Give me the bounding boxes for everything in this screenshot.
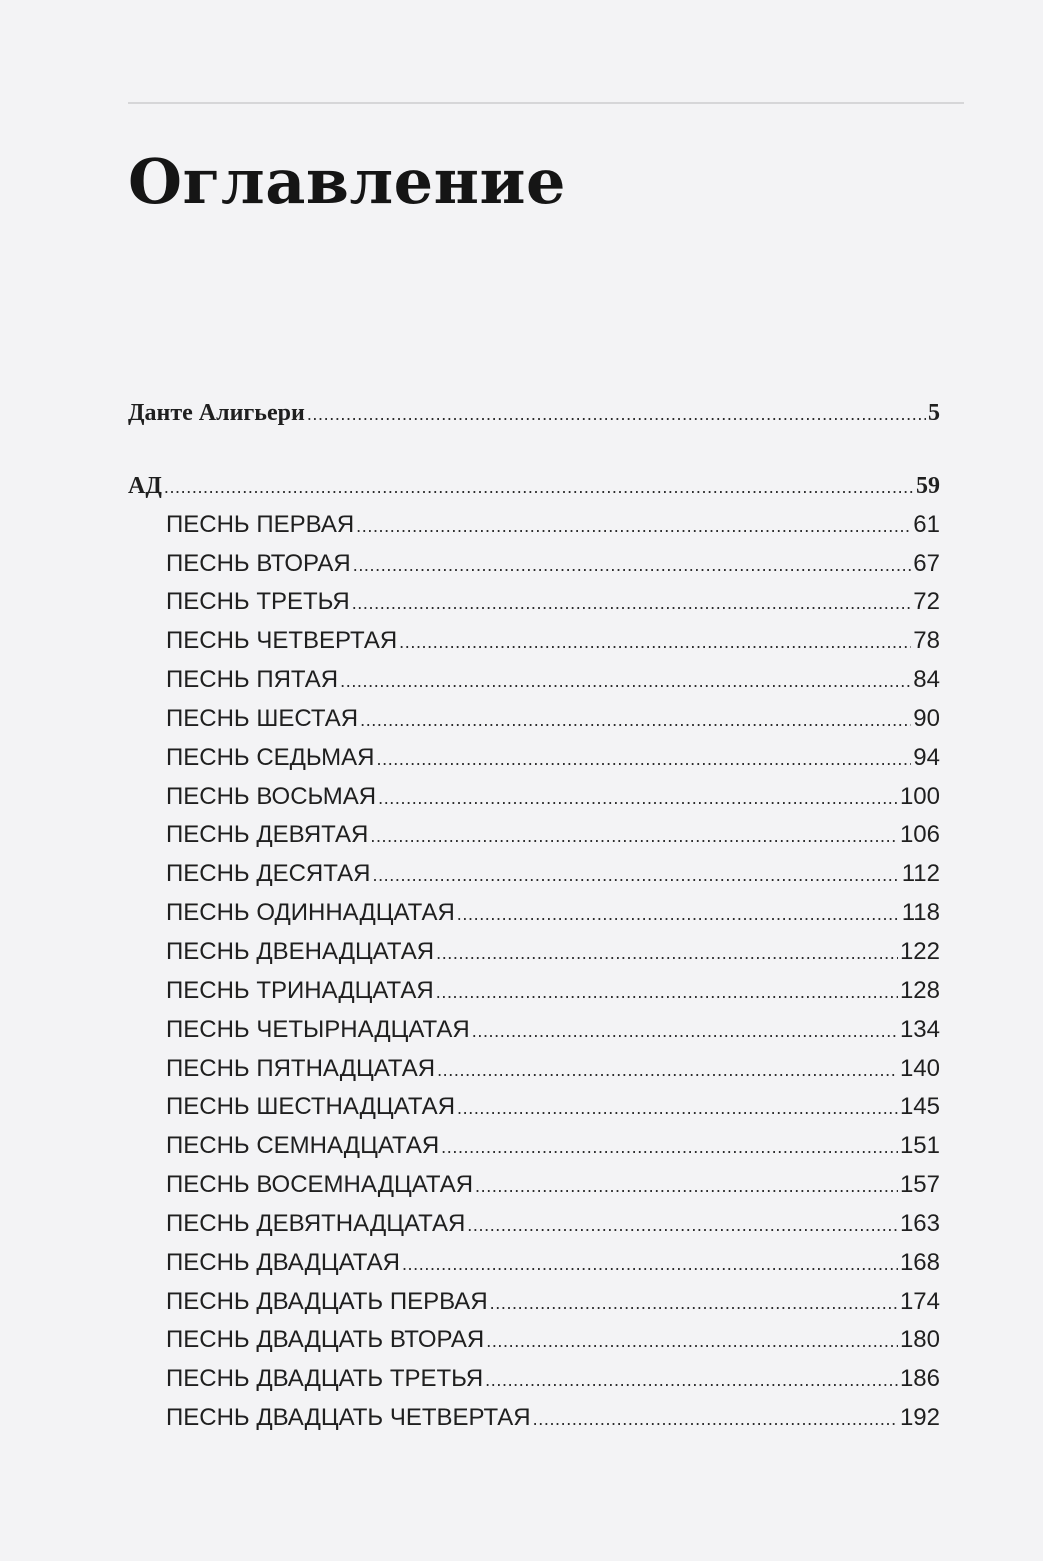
toc-entry-page: 100	[899, 782, 940, 810]
toc-entry-page: 180	[899, 1326, 940, 1354]
toc-entry-label: ПЕСНЬ ТРЕТЬЯ	[166, 588, 350, 616]
toc-entry-canto	[128, 1399, 940, 1438]
toc-entry-page: 61	[913, 510, 940, 538]
toc-entry-page: 78	[913, 627, 940, 655]
dot-leader	[377, 740, 912, 779]
toc-entry-label: ПЕСНЬ ДЕСЯТАЯ	[166, 860, 371, 888]
toc-entry-canto	[128, 1283, 940, 1322]
header-rule	[128, 102, 964, 104]
toc-entry-canto	[128, 1050, 940, 1089]
table-of-contents	[128, 394, 940, 1438]
toc-entry-canto	[128, 1205, 940, 1244]
toc-entry-label: ПЕСНЬ ПЯТНАДЦАТАЯ	[166, 1054, 436, 1082]
toc-entry-canto	[128, 855, 940, 894]
toc-entry-label: ПЕСНЬ ДВАДЦАТЬ ВТОРАЯ	[166, 1326, 485, 1354]
toc-entry-canto	[128, 1088, 940, 1127]
dot-leader	[370, 817, 898, 856]
toc-entry-page: 84	[913, 666, 940, 694]
toc-entry-canto	[128, 739, 940, 778]
dot-leader	[472, 1012, 898, 1051]
dot-leader	[490, 1284, 898, 1323]
toc-entry-label: ПЕСНЬ ДЕВЯТНАДЦАТАЯ	[166, 1209, 466, 1237]
toc-entry-page: 128	[899, 976, 940, 1004]
toc-entry-page: 94	[913, 743, 940, 771]
dot-leader	[533, 1400, 898, 1439]
toc-entry-author	[128, 394, 940, 433]
dot-leader	[353, 546, 912, 585]
dot-leader	[164, 468, 914, 507]
toc-entry-label: ПЕСНЬ ДВЕНАДЦАТАЯ	[166, 937, 435, 965]
toc-entry-label: ПЕСНЬ ПЯТАЯ	[166, 666, 339, 694]
toc-entry-canto	[128, 700, 940, 739]
toc-entry-canto	[128, 1127, 940, 1166]
toc-entry-canto	[128, 972, 940, 1011]
dot-leader	[307, 395, 926, 434]
toc-entry-label: ПЕСНЬ ЧЕТЫРНАДЦАТАЯ	[166, 1015, 470, 1043]
dot-leader	[467, 1206, 898, 1245]
toc-entry-page: 59	[916, 472, 940, 499]
toc-entry-label: ПЕСНЬ ДВАДЦАТЬ ТРЕТЬЯ	[166, 1365, 484, 1393]
toc-entry-canto	[128, 545, 940, 584]
toc-entry-label: ПЕСНЬ ДВАДЦАТАЯ	[166, 1248, 400, 1276]
dot-leader	[485, 1361, 898, 1400]
dot-leader	[340, 662, 911, 701]
toc-entry-page: 168	[899, 1248, 940, 1276]
toc-entry-page: 118	[901, 899, 940, 927]
dot-leader	[457, 895, 900, 934]
dot-leader	[402, 1245, 898, 1284]
dot-leader	[352, 584, 912, 623]
toc-entry-page: 192	[899, 1404, 940, 1432]
toc-entry-page: 5	[928, 400, 940, 426]
dot-leader	[475, 1167, 898, 1206]
dot-leader	[360, 701, 911, 740]
toc-entry-label: ПЕСНЬ ДВАДЦАТЬ ЧЕТВЕРТАЯ	[166, 1404, 531, 1432]
toc-entry-page: 186	[899, 1365, 940, 1393]
toc-entry-label: ПЕСНЬ ШЕСТАЯ	[166, 704, 359, 732]
toc-entry-page: 112	[901, 860, 940, 888]
toc-entry-part	[128, 467, 940, 506]
toc-entry-page: 122	[899, 937, 940, 965]
toc-entry-page: 134	[899, 1015, 940, 1043]
dot-leader	[372, 856, 899, 895]
toc-entry-page: 157	[899, 1171, 940, 1199]
toc-entry-canto	[128, 1360, 940, 1399]
toc-entry-label: ПЕСНЬ ДЕВЯТАЯ	[166, 821, 369, 849]
toc-entry-canto	[128, 894, 940, 933]
page-title: Оглавление	[128, 145, 566, 218]
toc-entry-page: 67	[913, 549, 940, 577]
toc-entry-canto	[128, 933, 940, 972]
dot-leader	[441, 1128, 898, 1167]
toc-entry-label: ПЕСНЬ ШЕСТНАДЦАТАЯ	[166, 1093, 456, 1121]
toc-entry-label: ПЕСНЬ СЕМНАДЦАТАЯ	[166, 1132, 440, 1160]
toc-entry-label: Данте Алигьери	[128, 400, 305, 426]
dot-leader	[436, 934, 898, 973]
toc-entry-label: ПЕСНЬ ОДИННАДЦАТАЯ	[166, 899, 455, 927]
section-spacer	[128, 433, 940, 467]
dot-leader	[378, 779, 898, 818]
toc-entry-page: 90	[913, 704, 940, 732]
dot-leader	[436, 973, 898, 1012]
toc-entry-canto	[128, 622, 940, 661]
toc-entry-page: 72	[913, 588, 940, 616]
toc-entry-page: 151	[899, 1132, 940, 1160]
toc-entry-label: ПЕСНЬ ВОСЕМНАДЦАТАЯ	[166, 1171, 474, 1199]
toc-entry-canto	[128, 1166, 940, 1205]
toc-entry-page: 145	[899, 1093, 940, 1121]
dot-leader	[486, 1322, 898, 1361]
toc-entry-canto	[128, 583, 940, 622]
toc-entry-label: АД	[128, 472, 162, 499]
toc-entry-canto	[128, 778, 940, 817]
toc-entry-label: ПЕСНЬ ВТОРАЯ	[166, 549, 351, 577]
dot-leader	[457, 1089, 898, 1128]
toc-entry-label: ПЕСНЬ ЧЕТВЕРТАЯ	[166, 627, 398, 655]
toc-entry-canto	[128, 1244, 940, 1283]
toc-entry-label: ПЕСНЬ ВОСЬМАЯ	[166, 782, 377, 810]
toc-entry-page: 174	[899, 1287, 940, 1315]
toc-entry-label: ПЕСНЬ ТРИНАДЦАТАЯ	[166, 976, 434, 1004]
dot-leader	[437, 1051, 898, 1090]
toc-entry-label: ПЕСНЬ ДВАДЦАТЬ ПЕРВАЯ	[166, 1287, 488, 1315]
toc-entry-canto	[128, 506, 940, 545]
toc-entry-canto	[128, 1011, 940, 1050]
toc-entry-label: ПЕСНЬ ПЕРВАЯ	[166, 510, 355, 538]
dot-leader	[399, 623, 911, 662]
toc-entry-page: 106	[899, 821, 940, 849]
toc-entry-page: 140	[899, 1054, 940, 1082]
toc-entry-canto	[128, 1321, 940, 1360]
toc-entry-label: ПЕСНЬ СЕДЬМАЯ	[166, 743, 375, 771]
toc-entry-canto	[128, 816, 940, 855]
dot-leader	[356, 507, 911, 546]
toc-entry-canto	[128, 661, 940, 700]
toc-entry-page: 163	[899, 1209, 940, 1237]
